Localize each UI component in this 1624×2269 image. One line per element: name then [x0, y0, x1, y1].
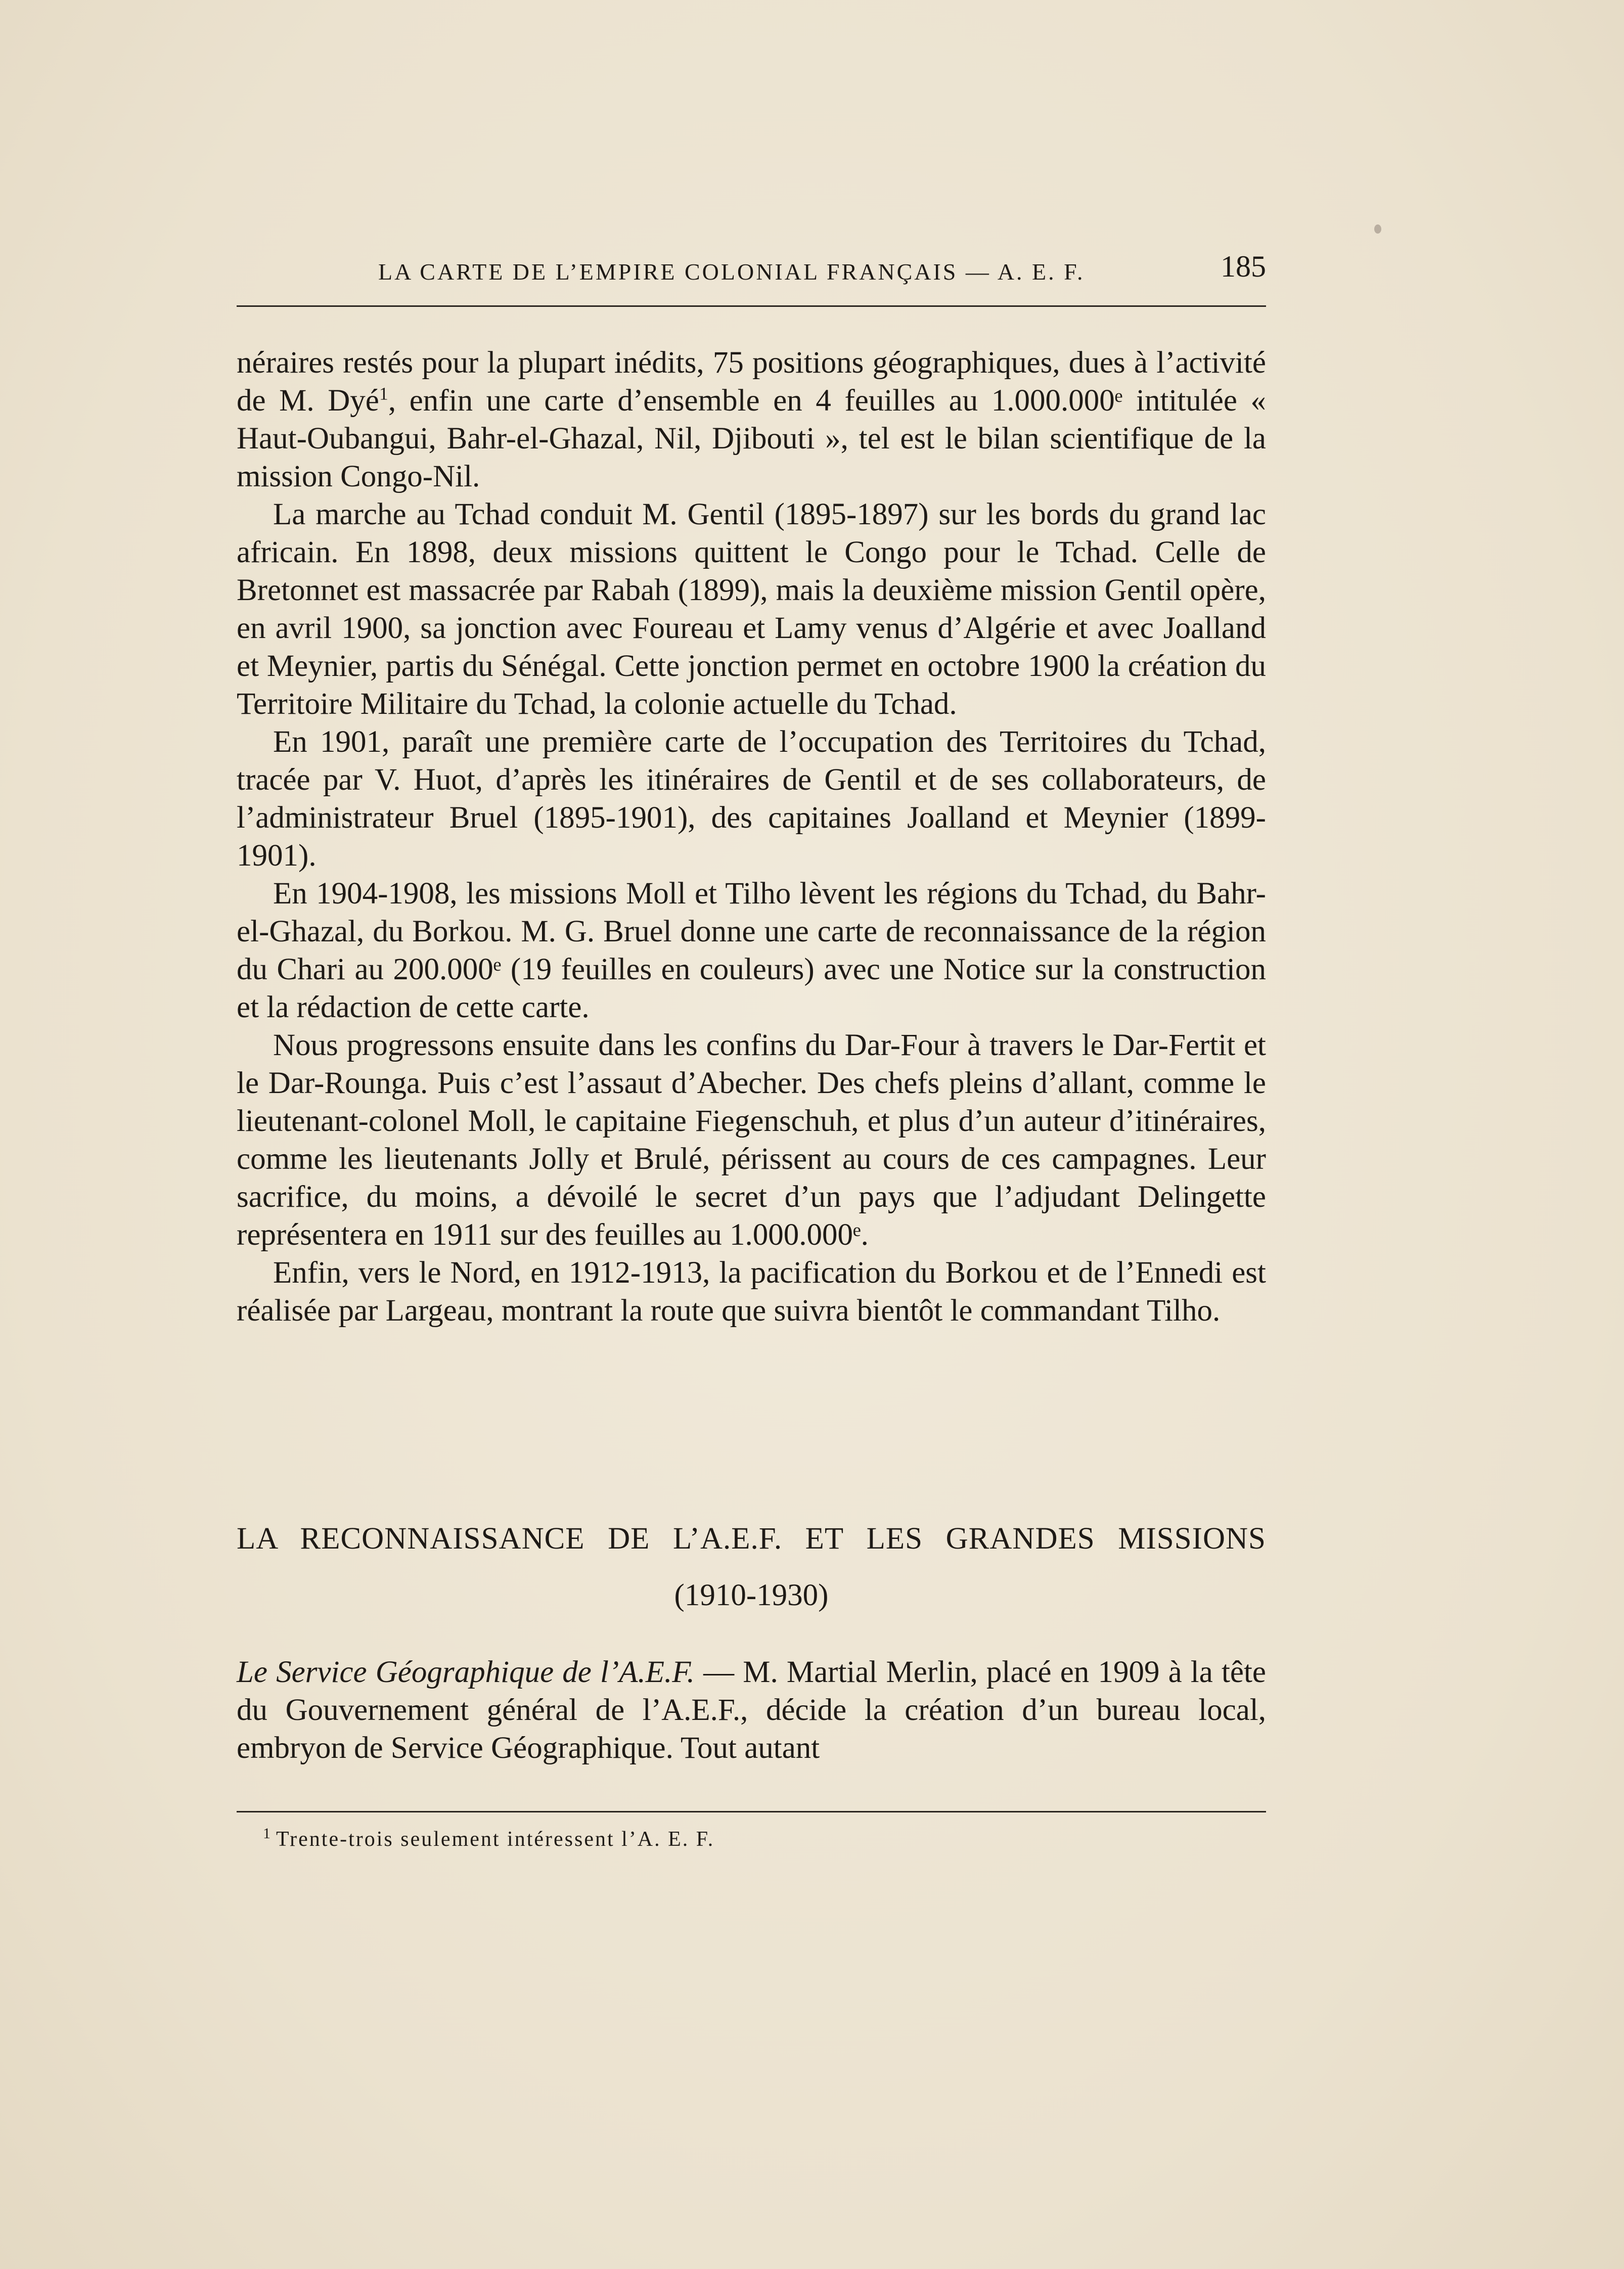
footnote-rule: [237, 1811, 1266, 1812]
page-number: 185: [1221, 250, 1266, 283]
paper-speck: [1374, 224, 1381, 234]
paragraph-1: [237, 344, 1266, 495]
paragraph-1-after: , enfin une carte d’ensemble en 4 feuilles au 1.000.000ᵉ intitulée « Haut-Oubangui, Bahr-el-Ghazal, Nil, Djibouti », tel est le bilan scientifique de la mission Congo-Nil.: [237, 384, 1266, 493]
running-head: [237, 252, 1266, 292]
paragraph-5: Nous progressons ensuite dans les confins du Dar-Four à travers le Dar-Fertit et le Dar-Rounga. Puis c’est l’assaut d’Abecher. Des chefs pleins d’allant, comme le lieutenant-colonel Moll, le capitaine Fiegenschuh, et plus d’un auteur d’itinéraires, comme les lieutenants Jolly et Brulé, périssent au cours de ces campagnes. Leur sacrifice, du moins, a dévoilé le secret d’un pays que l’adjudant Delingette représentera en 1911 sur des feuilles au 1.000.000ᵉ.: [237, 1028, 1266, 1252]
header-rule: [237, 305, 1266, 307]
footnote-reference: 1: [379, 383, 388, 404]
footnote-marker: 1: [263, 1825, 272, 1842]
footnote-text: Trente-trois seulement intéressent l’A. E. F.: [276, 1828, 715, 1851]
paragraph-2: La marche au Tchad conduit M. Gentil (1895-1897) sur les bords du grand lac africain. En 1898, deux missions quittent le Congo pour le Tchad. Celle de Bretonnet est massacrée par Rabah (1899), mais la deuxième mission Gentil opère, en avril 1900, sa jonction avec Foureau et Lamy venus d’Algérie et avec Joalland et Meynier, partis du Sénégal. Cette jonction permet en octobre 1900 la création du Territoire Militaire du Tchad, la colonie actuelle du Tchad.: [237, 497, 1266, 721]
paragraph-1-before: néraires restés pour la plupart inédits, 75 positions géographiques, dues à l’activité de M. Dyé: [237, 346, 1266, 418]
section-paragraph: [237, 1653, 1266, 1767]
paragraph-3: En 1901, paraît une première carte de l’occupation des Territoires du Tchad, tracée par V. Huot, d’après les itinéraires de Gentil et de ses collaborateurs, de l’administrateur Bruel (1895-1901), des capitaines Joalland et Meynier (1899-1901).: [237, 725, 1266, 873]
section-paragraph-text: — M. Martial Merlin, placé en 1909 à la tête du Gouvernement général de l’A.E.F., décide la création d’un bureau local, embryon de Service Géographique. Tout autant: [237, 1655, 1266, 1765]
paragraph-6: Enfin, vers le Nord, en 1912-1913, la pacification du Borkou et de l’Ennedi est réalisée par Largeau, montrant la route que suivra bientôt le commandant Tilho.: [237, 1256, 1266, 1328]
paragraph-4: En 1904-1908, les missions Moll et Tilho lèvent les régions du Tchad, du Bahr-el-Ghazal, du Borkou. M. G. Bruel donne une carte de reconnaissance de la région du Chari au 200.000ᵉ (19 feuilles en couleurs) avec une Notice sur la construction et la rédaction de cette carte.: [237, 877, 1266, 1024]
section-subheading: Le Service Géographique de l’A.E.F.: [237, 1655, 695, 1689]
section-body: [237, 1653, 1266, 1767]
running-title: LA CARTE DE L’EMPIRE COLONIAL FRANÇAIS — A. E. F.: [378, 259, 1085, 285]
section-heading: LA RECONNAISSANCE DE L’A.E.F. ET LES GRANDES MISSIONS: [237, 1522, 1266, 1556]
body-text: [237, 344, 1266, 1330]
footnote: [263, 1825, 714, 1851]
section-dates: (1910-1930): [674, 1578, 829, 1612]
